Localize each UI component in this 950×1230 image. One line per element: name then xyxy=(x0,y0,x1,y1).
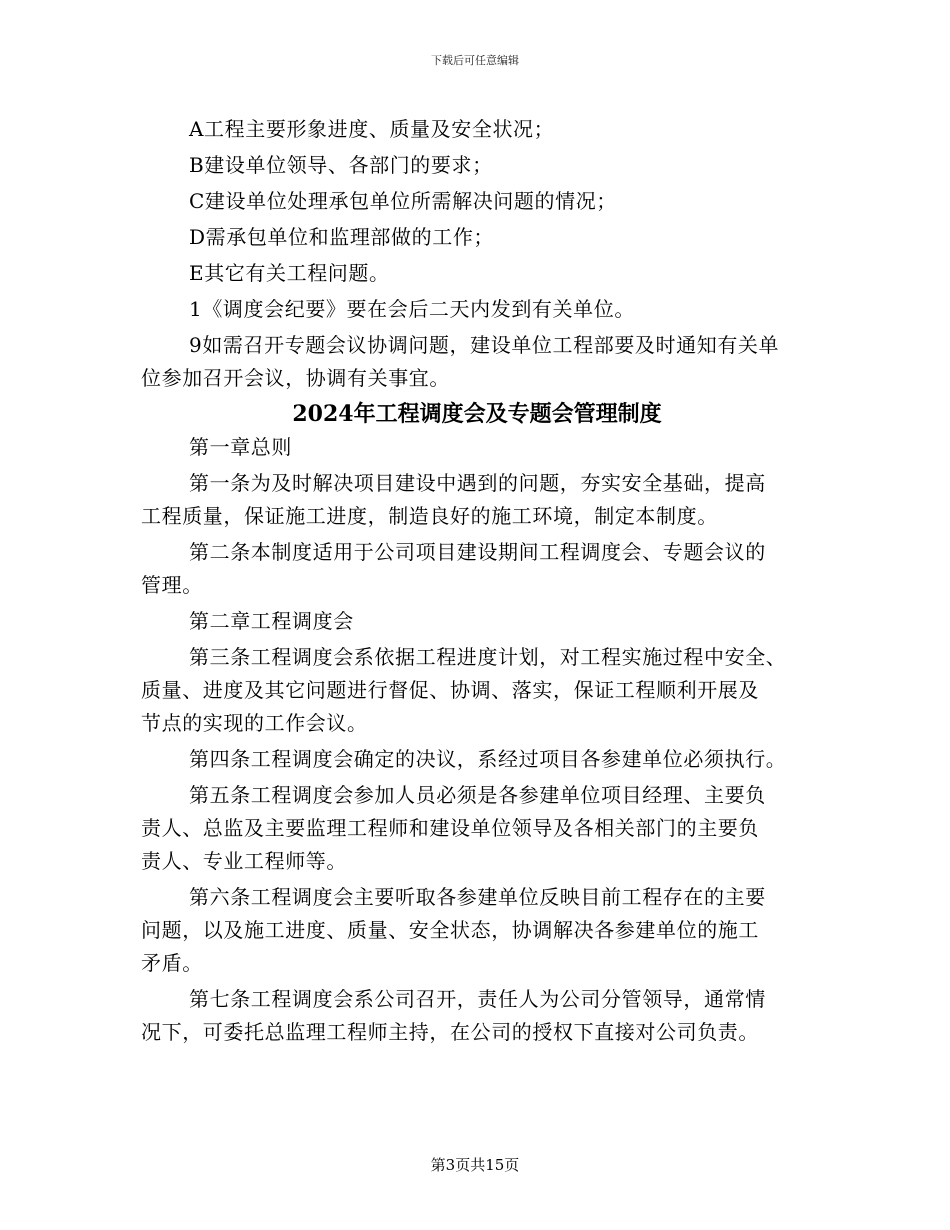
article-4: 第四条工程调度会确定的决议，系经过项目各参建单位必须执行。 xyxy=(189,747,787,771)
paragraph-a: A工程主要形象进度、质量及安全状况； xyxy=(189,117,555,141)
article-1: 第一条为及时解决项目建设中遇到的问题，夯实安全基础，提高 工程质量，保证施工进度，制造良好的施工环境，制定本制度。 xyxy=(141,471,766,528)
chapter-2-heading: 第二章工程调度会 xyxy=(189,609,354,633)
paragraph-b: B建设单位领导、各部门的要求； xyxy=(189,153,493,177)
paragraph-c: C建设单位处理承包单位所需解决问题的情况； xyxy=(189,189,617,213)
main-section xyxy=(141,431,813,1049)
paragraph-item-9: 9如需召开专题会议协调问题，建设单位工程部要及时通知有关单 位参加召开会议，协调有关事宜。 xyxy=(141,333,780,390)
article-6: 第六条工程调度会主要听取各参建单位反映目前工程存在的主要 问题，以及施工进度、质量、安全状态，协调解决各参建单位的施工 矛盾。 xyxy=(141,885,766,975)
article-3: 第三条工程调度会系依据工程进度计划，对工程实施过程中安全、 质量、进度及其它问题进行督促、协调、落实，保证工程顺利开展及 节点的实现的工作会议。 xyxy=(141,645,787,735)
top-section xyxy=(141,113,813,395)
article-7: 第七条工程调度会系公司召开，责任人为公司分管领导，通常情 况下，可委托总监理工程师主持，在公司的授权下直接对公司负责。 xyxy=(141,987,766,1044)
page-header: 下载后可任意编辑 xyxy=(431,54,519,67)
article-5: 第五条工程调度会参加人员必须是各参建单位项目经理、主要负 责人、总监及主要监理工程师和建设单位领导及各相关部门的主要负 责人、专业工程师等。 xyxy=(141,783,766,873)
paragraph-item-1: 1《调度会纪要》要在会后二天内发到有关单位。 xyxy=(189,297,635,321)
paragraph-e: E其它有关工程问题。 xyxy=(189,261,390,285)
paragraph-d: D需承包单位和监理部做的工作； xyxy=(189,225,495,249)
chapter-1-heading: 第一章总则 xyxy=(189,435,292,459)
article-2: 第二条本制度适用于公司项目建设期间工程调度会、专题会议的 管理。 xyxy=(141,540,766,597)
document-body xyxy=(141,113,813,1049)
page-footer: 第3页共15页 xyxy=(430,1156,520,1174)
document-title: 2024年工程调度会及专题会管理制度 xyxy=(292,401,662,427)
